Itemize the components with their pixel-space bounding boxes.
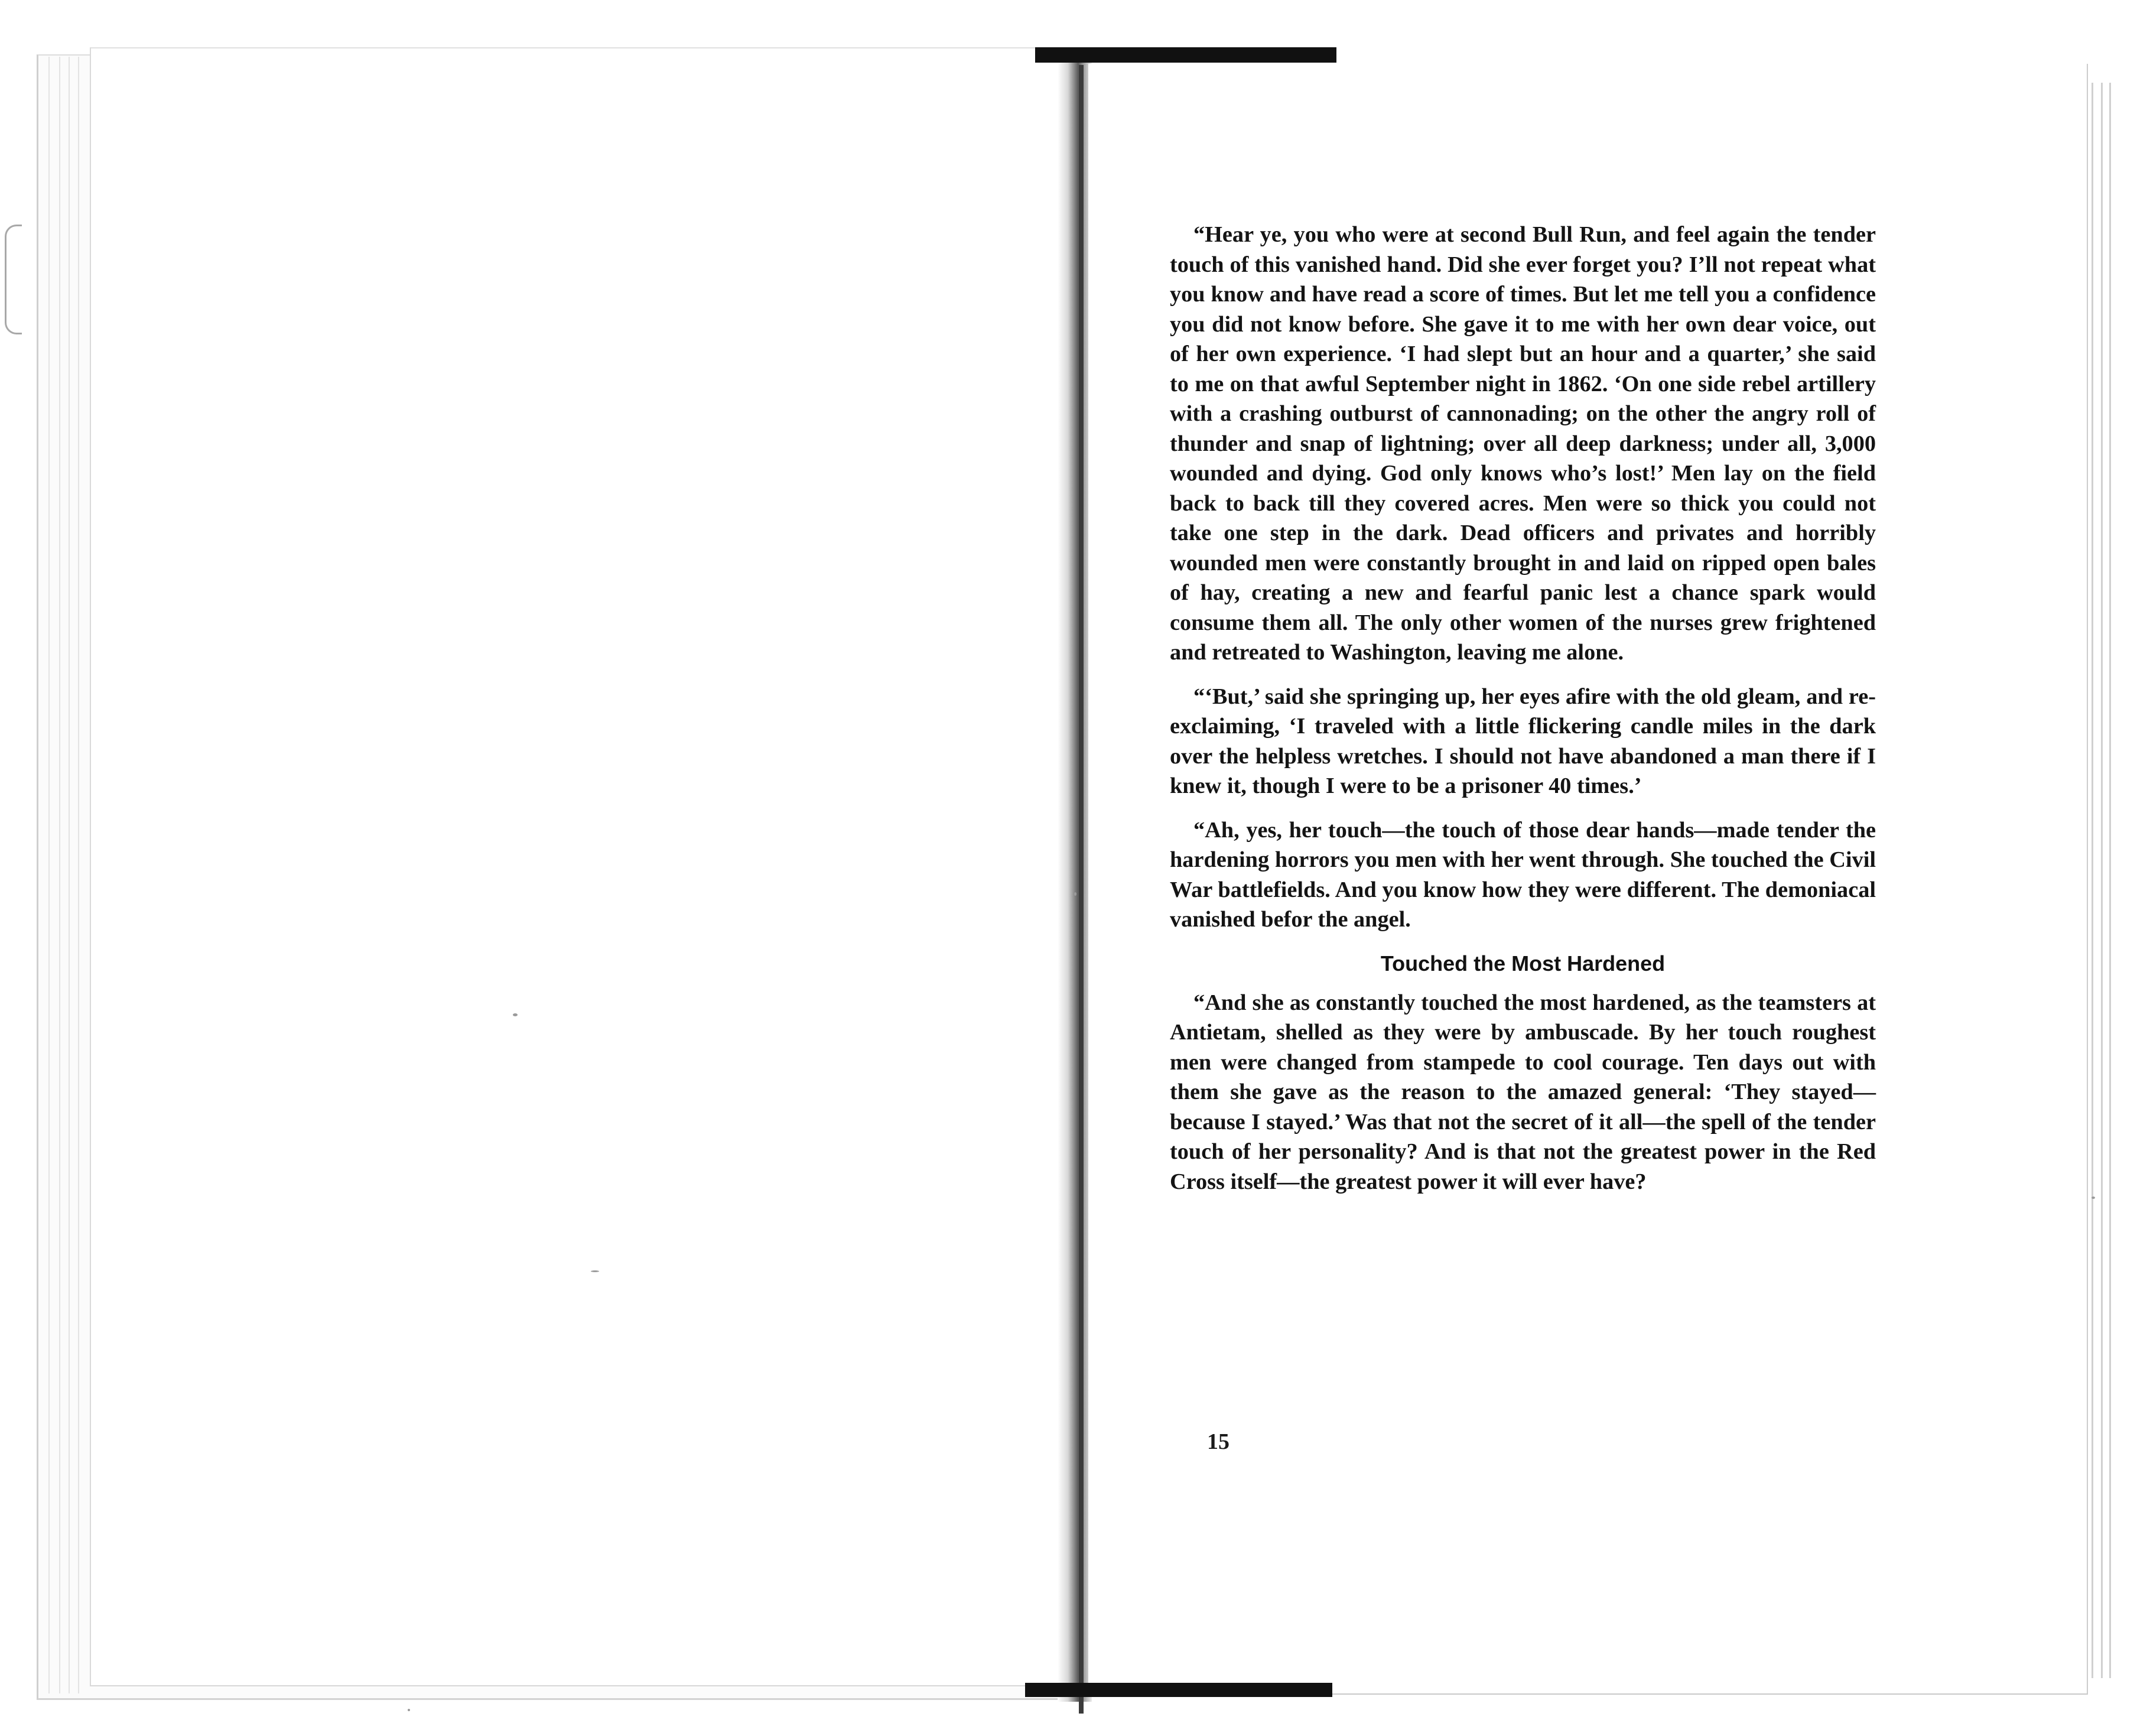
spine-band-bottom <box>1025 1683 1332 1697</box>
page-text <box>1170 220 1876 1211</box>
paper-speck <box>408 1709 410 1711</box>
page-edge <box>2109 83 2111 1678</box>
page-edge <box>2101 83 2103 1678</box>
paragraph: “Hear ye, you who were at second Bull Run, and feel again the tender touch of this vanished hand. Did she ever forget you? I’ll not repeat what you know and have read a score of times. But let me tell you a confidence you did not know before. She gave it to me with her own dear voice, out of her own experience. ‘I had slept but an hour and a quarter,’ she said to me on that awful September night in 1862. ‘On one side rebel artillery with a crashing outburst of cannonading; on the other the angry roll of thunder and snap of lightning; over all deep darkness; under all, 3,000 wounded and dying. God only knows who’s lost!’ Men lay on the field back to back till they covered acres. Men were so thick you could not take one step in the dark. Dead officers and privates and horribly wounded men were constantly brought in and laid on ripped open bales of hay, creating a new and fearful panic lest a chance spark would consume them all. The only other women of the nurses grew frightened and retreated to Washington, leaving me alone. <box>1170 222 1876 665</box>
page-edge <box>2092 83 2093 1678</box>
paper-speck <box>513 1013 518 1016</box>
paragraph: “‘But,’ said she springing up, her eyes afire with the old gleam, and re-exclaiming, ‘I traveled with a little flickering candle miles in the dark over the helpless wretches. I should not have abandoned a man there if I knew it, though I were to be a prisoner 40 times.’ <box>1170 684 1876 798</box>
spine-line <box>1079 65 1084 1714</box>
spine-band-top <box>1035 47 1336 63</box>
page-edge <box>48 57 50 1693</box>
page-edge <box>59 57 60 1693</box>
left-page <box>90 47 1072 1686</box>
paper-speck <box>591 1270 599 1272</box>
paragraph: “And she as constantly touched the most hardened, as the teamsters at Antietam, shelled as they were by ambuscade. By her touch roughest men were changed from stampede to cool courage. Ten days out with them she gave as the reason to the amazed general: ‘They stayed—because I stayed.’ Was that not the secret of it all—the spell of the tender touch of her personality? And is that not the greatest power in the Red Cross itself—the greatest power it will ever have? <box>1170 990 1876 1194</box>
binding-thread <box>5 225 22 334</box>
page-edge <box>78 57 79 1693</box>
page-edge <box>69 57 70 1693</box>
paper-speck <box>1074 892 1076 896</box>
page-number: 15 <box>1207 1429 1229 1454</box>
gutter-shadow <box>1058 47 1092 1702</box>
paper-speck <box>2092 1197 2095 1199</box>
paragraph: “Ah, yes, her touch—the touch of those dear hands—made tender the hardening horrors you men with her went through. She touched the Civil War battlefields. And you know how they were different. The demoniacal vanished befor the angel. <box>1170 817 1876 932</box>
section-heading: Touched the Most Hardened <box>1380 951 1666 976</box>
